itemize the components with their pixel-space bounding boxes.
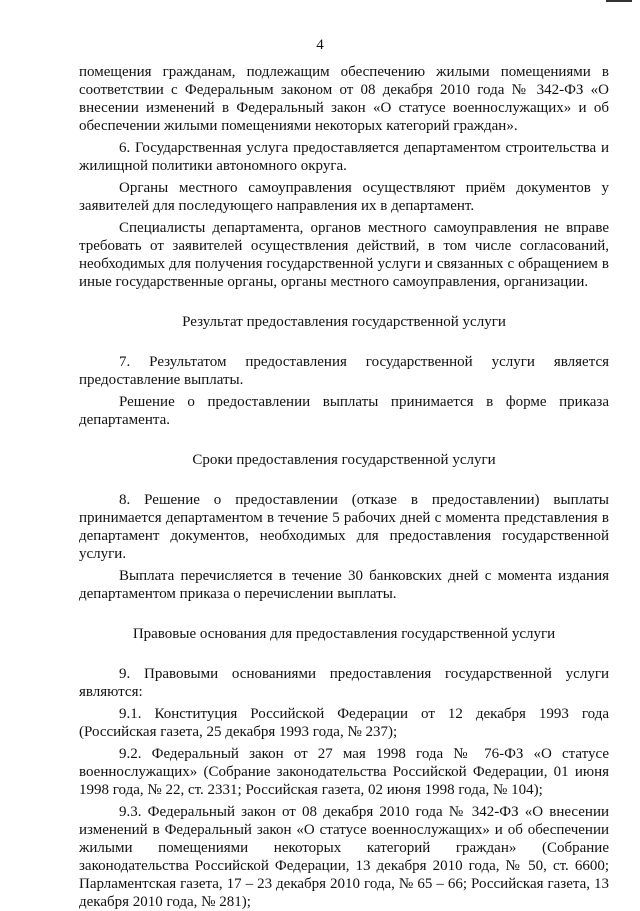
paragraph: Специалисты департамента, органов местного самоуправления не вправе требовать от заявителей осуществления действий, в том числе согласований, необходимых для получения государственной услуги и связанных с обращением в иные государственные органы, органы местного самоуправления, организации. [79, 220, 609, 290]
section-heading: Правовые основания для предоставления государственной услуги [132, 626, 556, 642]
document-body [79, 63, 609, 911]
paragraph: Решение о предоставлении выплаты принимается в форме приказа департамента. [79, 394, 609, 428]
section-heading: Сроки предоставления государственной услуги [192, 452, 496, 468]
paragraph: 9.1. Конституция Российской Федерации от 12 декабря 1993 года (Российская газета, 25 декабря 1993 года, № 237); [79, 706, 609, 740]
paragraph: 7. Результатом предоставления государственной услуги является предоставление выплаты. [79, 354, 609, 388]
section-heading: Результат предоставления государственной услуги [182, 314, 506, 330]
paragraph: 9.3. Федеральный закон от 08 декабря 2010 года № 342-ФЗ «О внесении изменений в Федеральный закон «О статусе военнослужащих» и об обеспечении жилыми помещениями некоторых категорий граждан» (Собрание законодательства Российской Федерации, 13 декабря 2010 года, № 50, ст. 6600; Парламентская газета, 17 – 23 декабря 2010 года, № 65 – 66; Российская газета, 13 декабря 2010 года, № 281); [79, 804, 609, 910]
paragraph: помещения гражданам, подлежащим обеспечению жилыми помещениями в соответствии с Федеральным законом от 08 декабря 2010 года № 342-ФЗ «О внесении изменений в Федеральный закон «О статусе военнослужащих» и об обеспечении жилыми помещениями некоторых категорий граждан». [79, 64, 609, 134]
paragraph: 9.2. Федеральный закон от 27 мая 1998 года № 76-ФЗ «О статусе военнослужащих» (Собрание законодательства Российской Федерации, 01 июня 1998 года, № 22, ст. 2331; Российская газета, 02 июня 1998 года, № 104); [79, 746, 609, 798]
corner-mark [606, 0, 632, 2]
paragraph: 6. Государственная услуга предоставляется департаментом строительства и жилищной политики автономного округа. [79, 140, 609, 174]
paragraph: 8. Решение о предоставлении (отказе в предоставлении) выплаты принимается департаментом в течение 5 рабочих дней с момента представления в департамент документов, необходимых для предоставления государственной услуги. [79, 492, 609, 562]
paragraph: Органы местного самоуправления осуществляют приём документов у заявителей для последующего направления их в департамент. [79, 180, 609, 214]
paragraph: 9. Правовыми основаниями предоставления государственной услуги являются: [79, 666, 609, 700]
page-number: 4 [316, 37, 324, 53]
paragraph: Выплата перечисляется в течение 30 банковских дней с момента издания департаментом приказа о перечислении выплаты. [79, 568, 609, 602]
